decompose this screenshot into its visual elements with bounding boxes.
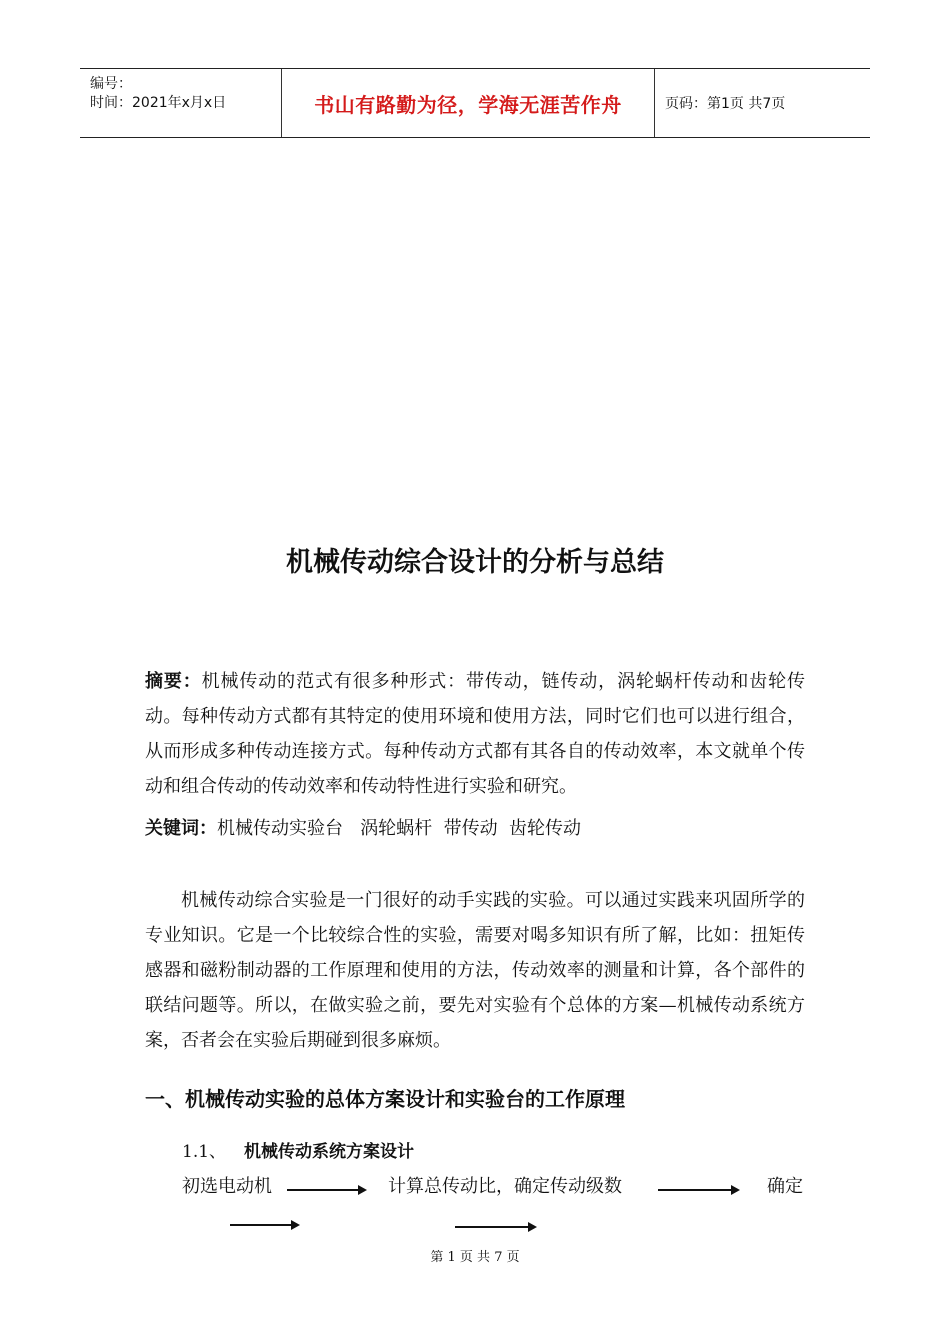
flow-step-3: 确定 — [767, 1176, 803, 1197]
keywords-label: 关键词： — [145, 818, 217, 839]
header-page-label: 页码：第1页 共7页 — [665, 96, 786, 112]
header-motto: 书山有路勤为径，学海无涯苦作舟 — [314, 92, 622, 117]
subsection-number: 1.1、 — [182, 1142, 227, 1162]
subsection-heading — [182, 1137, 414, 1162]
body-paragraph: 机械传动综合实验是一门很好的动手实践的实验。可以通过实践来巩固所学的专业知识。它是一个比较综合性的实验，需要对喝多知识有所了解，比如：扭矩传感器和磁粉制动器的工作原理和使用的方法，传动效率的测量和计算，各个部件的联结问题等。所以，在做实验之前，要先对实验有个总体的方案—机械传动系统方案，否者会在实验后期碰到很多麻烦。 — [145, 890, 805, 1051]
header-number-label: 编号： — [90, 76, 132, 92]
header-table — [80, 68, 870, 138]
abstract-paragraph — [145, 664, 805, 804]
header-info-cell — [80, 69, 282, 137]
keywords-text: 机械传动实验台 涡轮蜗杆 带传动 齿轮传动 — [217, 818, 582, 839]
flow-arrow-4 — [455, 1226, 535, 1228]
document-title: 机械传动综合设计的分析与总结 — [286, 547, 664, 578]
flow-step-2: 计算总传动比，确定传动级数 — [388, 1176, 622, 1197]
keywords-paragraph — [145, 811, 805, 846]
flow-step-1: 初选电动机 — [182, 1176, 272, 1197]
section-heading: 一、机械传动实验的总体方案设计和实验台的工作原理 — [145, 1087, 625, 1111]
abstract-text: 机械传动的范式有很多种形式：带传动，链传动，涡轮蜗杆传动和齿轮传动。每种传动方式都有其特定的使用环境和使用方法，同时它们也可以进行组合，从而形成多种传动连接方式。每种传动方式都有其各自的传动效率，本文就单个传动和组合传动的传动效率和传动特性进行实验和研究。 — [145, 671, 806, 797]
abstract-label: 摘要： — [145, 671, 202, 692]
page-footer: 第 1 页 共 7 页 — [430, 1250, 520, 1265]
flow-arrow-1 — [287, 1189, 365, 1191]
header-date-label: 时间：2021年x月x日 — [90, 95, 227, 111]
flow-arrow-2 — [658, 1189, 738, 1191]
header-motto-cell — [282, 69, 655, 137]
header-page-cell — [655, 69, 870, 137]
subsection-title: 机械传动系统方案设计 — [244, 1142, 415, 1162]
flow-arrow-3 — [230, 1224, 298, 1226]
